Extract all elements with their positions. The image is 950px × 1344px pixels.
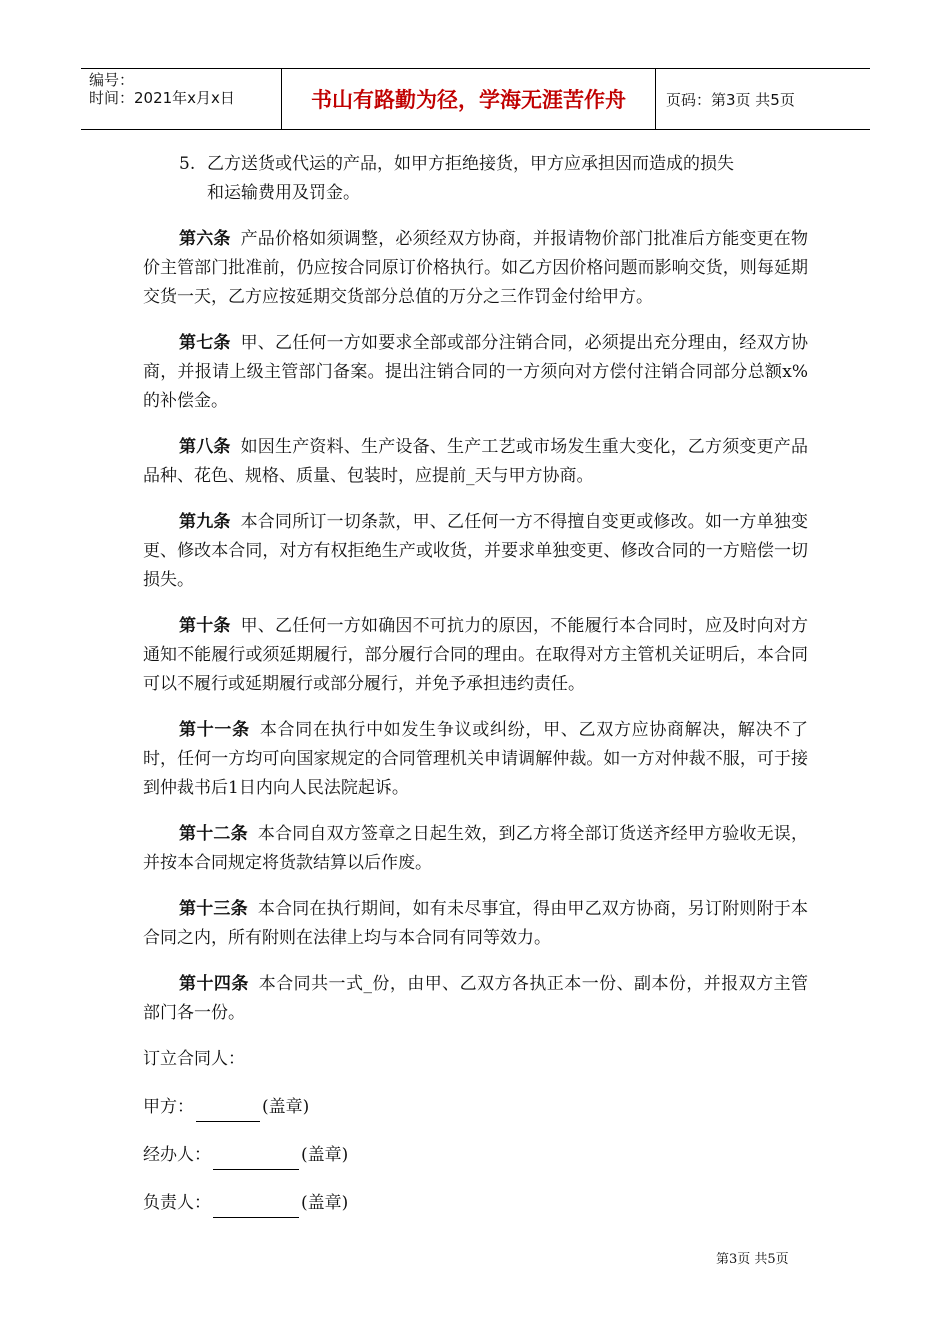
signature-handler (143, 1141, 808, 1170)
signature-responsible (143, 1189, 808, 1218)
article-text: 本合同在执行中如发生争议或纠纷，甲、乙双方应协商解决，解决不了时，任何一方均可向国家规定的合同管理机关申请调解仲裁。如一方对仲裁不服，可于接到仲裁书后1日内向人民法院起诉。 (143, 720, 809, 798)
page-footer: 第3页 共5页 (716, 1252, 789, 1267)
clause-text-line2: 和运输费用及罚金。 (207, 183, 360, 203)
responsible-blank (213, 1200, 299, 1218)
handler-blank (213, 1152, 299, 1170)
article-10 (143, 612, 808, 699)
article-title: 第十二条 (179, 824, 248, 844)
article-text: 甲、乙任何一方如要求全部或部分注销合同，必须提出充分理由，经双方协商，并报请上级主管部门备案。提出注销合同的一方须向对方偿付注销合同部分总额x%的补偿金。 (143, 333, 809, 411)
header-motto: 书山有路勤为径，学海无涯苦作舟 (282, 69, 656, 129)
article-title: 第六条 (179, 229, 231, 249)
article-title: 第八条 (179, 437, 231, 457)
article-text: 产品价格如须调整，必须经双方协商，并报请物价部门批准后方能变更在物价主管部门批准前，仍应按合同原订价格执行。如乙方因价格问题而影响交货，则每延期交货一天，乙方应按延期交货部分总值的万分之三作罚金付给甲方。 (143, 229, 809, 307)
article-7 (143, 329, 808, 416)
article-title: 第十四条 (179, 974, 249, 994)
article-text: 本合同所订一切条款，甲、乙任何一方不得擅自变更或修改。如一方单独变更、修改本合同，对方有权拒绝生产或收货，并要求单独变更、修改合同的一方赔偿一切损失。 (143, 512, 809, 590)
article-title: 第九条 (179, 512, 231, 532)
seal-label: (盖章) (301, 1145, 349, 1165)
article-text: 如因生产资料、生产设备、生产工艺或市场发生重大变化，乙方须变更产品品种、花色、规格、质量、包装时，应提前_天与甲方协商。 (143, 437, 809, 486)
article-title: 第十条 (179, 616, 231, 636)
handler-label: 经办人： (143, 1145, 211, 1165)
article-title: 第十一条 (179, 720, 250, 740)
article-6 (143, 225, 808, 312)
doc-code-label: 编号： (89, 71, 135, 89)
clause-item-5 (143, 150, 808, 208)
page-header (81, 68, 870, 130)
document-body (143, 150, 808, 1237)
article-14 (143, 970, 808, 1028)
article-text: 本合同在执行期间，如有未尽事宜，得由甲乙双方协商，另订附则附于本合同之内，所有附则在法律上均与本合同有同等效力。 (143, 899, 809, 948)
article-title: 第十三条 (179, 899, 248, 919)
clause-number: 5. (179, 154, 196, 174)
party-a-blank (196, 1104, 260, 1122)
article-8 (143, 433, 808, 491)
seal-label: (盖章) (262, 1097, 310, 1117)
party-a-label: 甲方： (143, 1097, 194, 1117)
article-12 (143, 820, 808, 878)
signatures-intro: 订立合同人： (143, 1049, 245, 1069)
header-meta (81, 69, 282, 129)
responsible-label: 负责人： (143, 1193, 211, 1213)
clause-text-line1: 乙方送货或代运的产品，如甲方拒绝接货，甲方应承担因而造成的损失 (207, 154, 734, 174)
seal-label: (盖章) (301, 1193, 349, 1213)
article-9 (143, 508, 808, 595)
signature-party-a (143, 1093, 808, 1122)
article-text: 本合同自双方签章之日起生效，到乙方将全部订货送齐经甲方验收无误，并按本合同规定将货款结算以后作废。 (143, 824, 809, 873)
doc-date-label: 时间：2021年x月x日 (89, 89, 235, 107)
article-text: 甲、乙任何一方如确因不可抗力的原因，不能履行本合同时，应及时向对方通知不能履行或须延期履行，部分履行合同的理由。在取得对方主管机关证明后，本合同可以不履行或延期履行或部分履行，并免予承担违约责任。 (143, 616, 809, 694)
article-13 (143, 895, 808, 953)
article-text: 本合同共一式_份，由甲、乙双方各执正本一份、副本份，并报双方主管部门各一份。 (143, 974, 809, 1023)
header-page-label: 页码：第3页 共5页 (666, 90, 795, 109)
article-11 (143, 716, 808, 803)
article-title: 第七条 (179, 333, 231, 353)
